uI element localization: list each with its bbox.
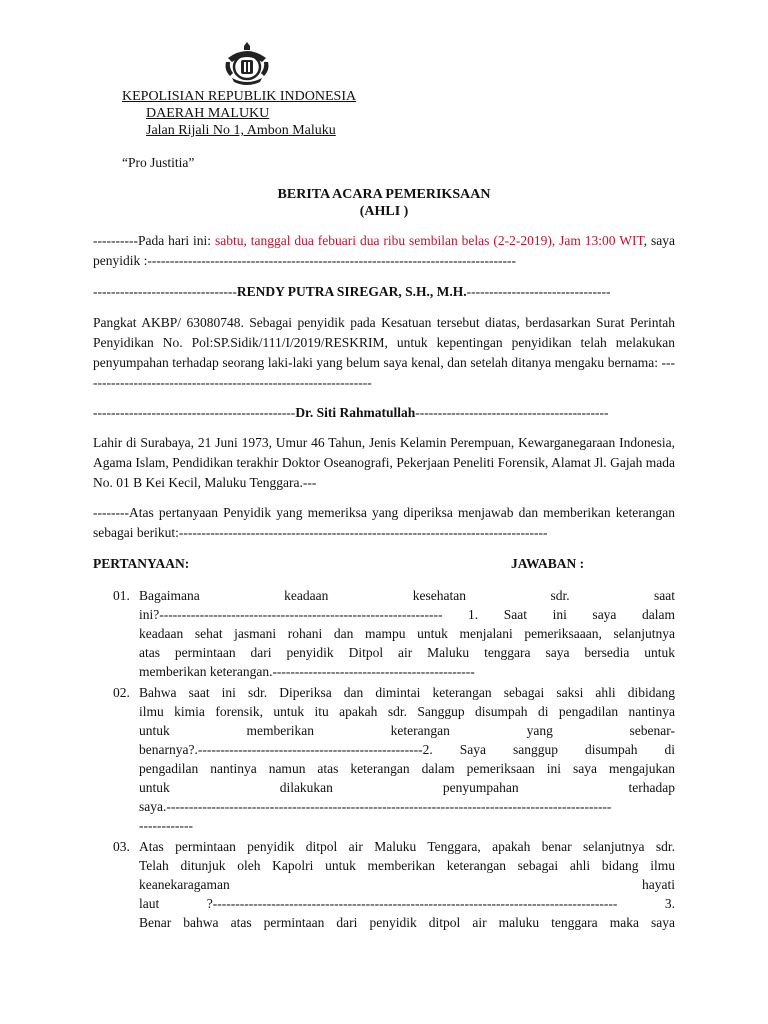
expert-line: ---------------------------------------------Dr. Siti Rahmatullah-------------------------------------------: [93, 405, 609, 420]
rank-paragraph: Pangkat AKBP/ 63080748. Sebagai penyidik pada Kesatuan tersebut diatas, berdasarkan Surat Perintah Penyidikan No. Pol:SP.Sidik/111/I/2019/RESKRIM, untuk kepentingan penyidikan telah melakukan penyumpahan terhadap seorang laki-laki yang belum saya kenal, dan setelah ditanya mengaku bernama: -----------------------------------------------------------------: [93, 315, 675, 390]
examination-date: sabtu, tanggal dua febuari dua ribu sembilan belas (2-2-2019), Jam 13:00 WIT: [214, 233, 644, 248]
pro-justitia: “Pro Justitia”: [122, 155, 195, 170]
item-text: Atas permintaan penyidik ditpol air Maluku Tenggara, apakah benar selanjutnya sdr. Telah ditunjuk oleh Kapolri untuk memberikan keterangan sebagai ahli bidang ilmu keanekaragaman hayati laut ?------------------------------------------------------------------------------------------ 3. Benar bahwa atas permintaan dari penyidik ditpol air maluku tenggara maka saya: [139, 839, 675, 930]
address: Jalan Rijali No 1, Ambon Maluku: [146, 123, 336, 138]
answer-header: JAWABAN :: [511, 556, 585, 571]
document-subtitle: (AHLI ): [359, 204, 409, 219]
item-text: Bahwa saat ini sdr. Diperiksa dan dimintai keterangan sebagai saksi ahli dibidang ilmu kimia forensik, untuk itu apakah sdr. Sanggup disumpah di pengadilan nantinya untuk memberikan keterangan yang sebenar- benarnya?.--------------------------------------------------2. Saya sanggup disumpah di pengadilan nantinya namun atas keterangan dalam pemeriksaan ini saya mengajukan untuk dilakukan penyumpahan terhadap saya.--------------------------------------------------------------------------------------------------- ------------: [139, 685, 675, 833]
qa-item-03: [113, 837, 675, 937]
org-name: KEPOLISIAN REPUBLIK INDONESIA: [122, 89, 357, 104]
item-number: 01.: [113, 588, 130, 603]
opening-paragraph: ----------Pada hari ini: sabtu, tanggal dua febuari dua ribu sembilan belas (2-2-2019), Jam 13:00 WIT, saya penyidik :----------------------------------------------------------------------------------: [93, 233, 675, 268]
bio-paragraph: Lahir di Surabaya, 21 Juni 1973, Umur 46 Tahun, Jenis Kelamin Perempuan, Kewarganegaraan Indonesia, Agama Islam, Pendidikan terakhir Doktor Oseanografi, Pekerjaan Peneliti Forensik, Alamat Jl. Gajah mada No. 01 B Kei Kecil, Maluku Tenggara.---: [93, 435, 675, 490]
document-title: BERITA ACARA PEMERIKSAAN: [277, 187, 491, 202]
investigator-line: --------------------------------RENDY PUTRA SIREGAR, S.H., M.H.--------------------------------: [93, 284, 611, 299]
qa-item-02: [113, 683, 675, 835]
region-name: DAERAH MALUKU: [146, 106, 270, 121]
item-number: 02.: [113, 685, 130, 700]
question-header: PERTANYAAN:: [93, 556, 190, 571]
expert-name: Dr. Siti Rahmatullah: [295, 405, 416, 420]
investigator-name: RENDY PUTRA SIREGAR, S.H., M.H.: [236, 284, 467, 299]
police-emblem-icon: [222, 40, 272, 86]
qa-item-01: [113, 586, 675, 681]
item-number: 03.: [113, 839, 130, 854]
item-text: Bagaimana keadaan kesehatan sdr. saat ini?--------------------------------------------------------------- 1. Saat ini saya dalam keadaan sehat jasmani rohani dan mampu untuk menjalani pemeriksaaan, selanjutnya atas permintaan dari penyidik Ditpol air Maluku tenggara saya bersedia untuk memberikan keterangan.---------------------------------------------: [139, 588, 675, 679]
statement-paragraph: --------Atas pertanyaan Penyidik yang memeriksa yang diperiksa menjawab dan memberikan keterangan sebagai berikut:----------------------------------------------------------------------------------: [93, 505, 675, 540]
